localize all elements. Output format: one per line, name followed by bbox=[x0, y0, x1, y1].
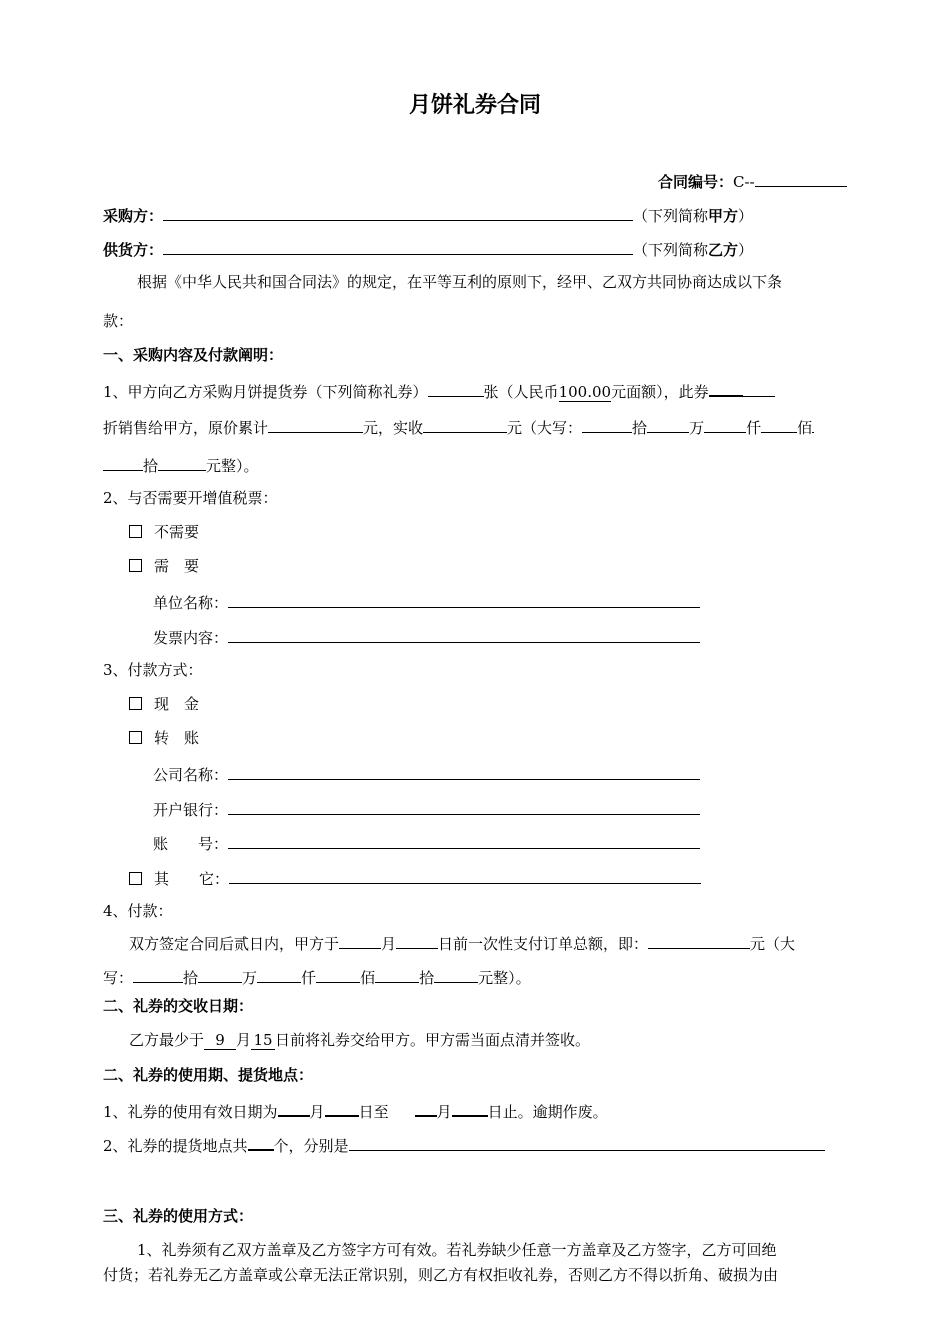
item-4-line-1 bbox=[129, 932, 795, 954]
actual-received-field[interactable] bbox=[423, 416, 507, 433]
unit-bai: 佰 bbox=[360, 969, 376, 987]
pickup-text-2: 个，分别是 bbox=[273, 1137, 349, 1155]
item-1-text: 1、甲方向乙方采购月饼提货券（下列简称礼券） bbox=[103, 383, 428, 401]
pay-qian-field[interactable] bbox=[257, 966, 301, 983]
unit-wan: 万 bbox=[242, 969, 258, 987]
uppercase-label: 写： bbox=[103, 969, 134, 987]
valid-from-month-field[interactable] bbox=[278, 1099, 310, 1117]
contract-number-value: C-- bbox=[733, 173, 755, 191]
contract-number-label: 合同编号： bbox=[658, 173, 734, 191]
amount-shi-field[interactable] bbox=[103, 454, 143, 471]
pay-shi-field[interactable] bbox=[375, 966, 419, 983]
uppercase-label: 元（大写： bbox=[507, 419, 583, 437]
payment-amount-field[interactable] bbox=[648, 932, 750, 949]
item-2-heading: 2、与否需要开增值税票： bbox=[103, 489, 278, 507]
month-label: 月 bbox=[236, 1031, 252, 1049]
supplier-note-end: ） bbox=[738, 241, 754, 259]
amount-yuan-field[interactable] bbox=[158, 454, 206, 471]
unit-bai: 佰 bbox=[797, 419, 813, 437]
valid-to-month-field[interactable] bbox=[415, 1099, 437, 1117]
amount-shiwan-field[interactable] bbox=[582, 416, 632, 433]
actual-received-label: 元，实收 bbox=[363, 419, 424, 437]
validity-line bbox=[103, 1099, 608, 1122]
section-2-heading: 二、礼券的交收日期： bbox=[103, 997, 254, 1015]
pickup-locations-field[interactable] bbox=[349, 1134, 825, 1151]
option-label: 转 账 bbox=[154, 729, 200, 747]
pickup-line bbox=[103, 1133, 825, 1156]
unit-wan: 万 bbox=[689, 419, 705, 437]
unit-yuan: 元整）。 bbox=[478, 969, 531, 987]
invoice-content-row bbox=[153, 626, 700, 648]
validity-text: 1、礼券的使用有效日期为 bbox=[103, 1103, 278, 1121]
page-title: 月饼礼券合同 bbox=[408, 93, 541, 118]
discount-field[interactable] bbox=[709, 379, 743, 397]
section-1-heading: 一、采购内容及付款阐明： bbox=[103, 346, 284, 364]
buyer-row bbox=[103, 204, 753, 226]
buyer-note: （下列简称 bbox=[633, 207, 709, 225]
item-1-line-3 bbox=[103, 454, 259, 476]
pay-shiwan-field[interactable] bbox=[133, 966, 183, 983]
checkbox-icon[interactable] bbox=[129, 697, 142, 710]
month-label: 月 bbox=[381, 935, 397, 953]
unit-qian: 仟 bbox=[301, 969, 317, 987]
month-label-2: 月 bbox=[436, 1103, 452, 1121]
company-name-label: 公司名称： bbox=[153, 766, 229, 784]
invoice-content-label: 发票内容： bbox=[153, 629, 229, 647]
option-cash[interactable] bbox=[129, 694, 199, 714]
item-1-discount: 元面额），此券 bbox=[611, 383, 709, 401]
payment-total-label: 日前一次性支付订单总额，即： bbox=[438, 935, 649, 953]
company-name-row bbox=[153, 763, 700, 785]
checkbox-icon[interactable] bbox=[129, 525, 142, 538]
face-value: 100.00 bbox=[558, 383, 612, 401]
buyer-alias: 甲方 bbox=[708, 207, 739, 225]
original-total-label: 折销售给甲方，原价累计 bbox=[103, 419, 269, 437]
month-label: 月 bbox=[309, 1103, 325, 1121]
payment-month-field[interactable] bbox=[339, 932, 381, 949]
invoice-content-field[interactable] bbox=[228, 626, 700, 643]
delivery-date-line bbox=[129, 1030, 590, 1050]
valid-to-day-field[interactable] bbox=[452, 1099, 488, 1117]
delivery-day-value: 15 bbox=[251, 1031, 275, 1050]
supplier-alias: 乙方 bbox=[708, 241, 739, 259]
option-label: 需 要 bbox=[154, 557, 200, 575]
bank-row bbox=[153, 798, 700, 820]
payment-text: 双方签定合同后贰日内，甲方于 bbox=[129, 935, 340, 953]
bank-label: 开户银行： bbox=[153, 801, 229, 819]
pay-yuan-field[interactable] bbox=[434, 966, 478, 983]
option-label: 现 金 bbox=[154, 695, 200, 713]
intro-line-1: 根据《中华人民共和国合同法》的规定，在平等互利的原则下，经甲、乙双方共同协商达成以下条 bbox=[137, 273, 783, 291]
account-row bbox=[153, 832, 700, 854]
unit-shi: 拾 bbox=[183, 969, 199, 987]
unit-qian: 仟 bbox=[746, 419, 762, 437]
unit-shi-2: 拾 bbox=[419, 969, 435, 987]
other-field[interactable] bbox=[229, 867, 701, 884]
buyer-note-end: ） bbox=[738, 207, 754, 225]
amount-wan-field[interactable] bbox=[647, 416, 689, 433]
unit-name-label: 单位名称： bbox=[153, 594, 229, 612]
item-1-line-1 bbox=[103, 379, 775, 402]
amount-bai-tail bbox=[812, 416, 814, 433]
pay-wan-field[interactable] bbox=[198, 966, 242, 983]
validity-end: 日止。逾期作废。 bbox=[487, 1103, 608, 1121]
buyer-label: 采购方： bbox=[103, 207, 164, 225]
amount-bai-field[interactable] bbox=[761, 416, 797, 433]
item-4-line-2 bbox=[103, 966, 531, 988]
delivery-month-value: 9 bbox=[204, 1031, 236, 1050]
pickup-count-field[interactable] bbox=[248, 1133, 274, 1151]
option-transfer[interactable] bbox=[129, 728, 199, 748]
payment-day-field[interactable] bbox=[396, 932, 438, 949]
unit-shi-2: 拾 bbox=[143, 457, 159, 475]
option-other-label: 其 它： bbox=[154, 870, 230, 888]
valid-from-day-field[interactable] bbox=[325, 1099, 359, 1117]
option-no-invoice[interactable] bbox=[129, 522, 199, 542]
checkbox-icon[interactable] bbox=[129, 559, 142, 572]
delivery-text: 乙方最少于 bbox=[129, 1031, 205, 1049]
checkbox-icon[interactable] bbox=[129, 731, 142, 744]
quantity-field[interactable] bbox=[428, 380, 484, 397]
day-to-label: 日至 bbox=[358, 1103, 389, 1121]
amount-qian-field[interactable] bbox=[704, 416, 746, 433]
supplier-field[interactable] bbox=[163, 238, 633, 255]
unit-name-field[interactable] bbox=[228, 591, 700, 608]
supplier-row bbox=[103, 238, 753, 260]
supplier-note: （下列简称 bbox=[633, 241, 709, 259]
supplier-label: 供货方： bbox=[103, 241, 164, 259]
section-3-heading: 二、礼券的使用期、提货地点： bbox=[103, 1066, 314, 1084]
usage-line-1: 1、礼券须有乙双方盖章及乙方签字方可有效。若礼券缺少任意一方盖章及乙方签字，乙方可回绝 bbox=[137, 1241, 777, 1259]
intro-line-2: 款： bbox=[103, 312, 134, 330]
contract-number bbox=[658, 170, 847, 192]
option-other-row bbox=[129, 867, 701, 889]
contract-number-field[interactable] bbox=[755, 170, 847, 187]
account-label: 账 号： bbox=[153, 835, 229, 853]
unit-shi: 拾 bbox=[632, 419, 648, 437]
item-1-rmb: 张（人民币 bbox=[483, 383, 559, 401]
pickup-text: 2、礼券的提货地点共 bbox=[103, 1137, 248, 1155]
pay-bai-field[interactable] bbox=[316, 966, 360, 983]
usage-line-2: 付货；若礼券无乙方盖章或公章无法正常识别，则乙方有权拒收礼券，否则乙方不得以折角、破损为由 bbox=[103, 1266, 779, 1284]
item-3-heading: 3、付款方式： bbox=[103, 661, 203, 679]
unit-name-row bbox=[153, 591, 700, 613]
buyer-field[interactable] bbox=[163, 204, 633, 221]
company-name-field[interactable] bbox=[228, 763, 700, 780]
option-label: 不需要 bbox=[154, 523, 200, 541]
item-4-heading: 4、付款： bbox=[103, 902, 173, 920]
account-field[interactable] bbox=[228, 832, 700, 849]
bank-field[interactable] bbox=[228, 798, 700, 815]
section-4-heading: 三、礼券的使用方式： bbox=[103, 1207, 254, 1225]
delivery-text-end: 日前将礼券交给甲方。甲方需当面点清并签收。 bbox=[275, 1031, 591, 1049]
unit-yuan: 元整）。 bbox=[206, 457, 259, 475]
payment-yuan: 元（大 bbox=[750, 935, 796, 953]
checkbox-icon[interactable] bbox=[129, 872, 142, 885]
original-total-field[interactable] bbox=[268, 416, 363, 433]
discount-field-tail[interactable] bbox=[743, 380, 775, 397]
item-1-line-2 bbox=[103, 416, 814, 438]
option-need-invoice[interactable] bbox=[129, 556, 199, 576]
